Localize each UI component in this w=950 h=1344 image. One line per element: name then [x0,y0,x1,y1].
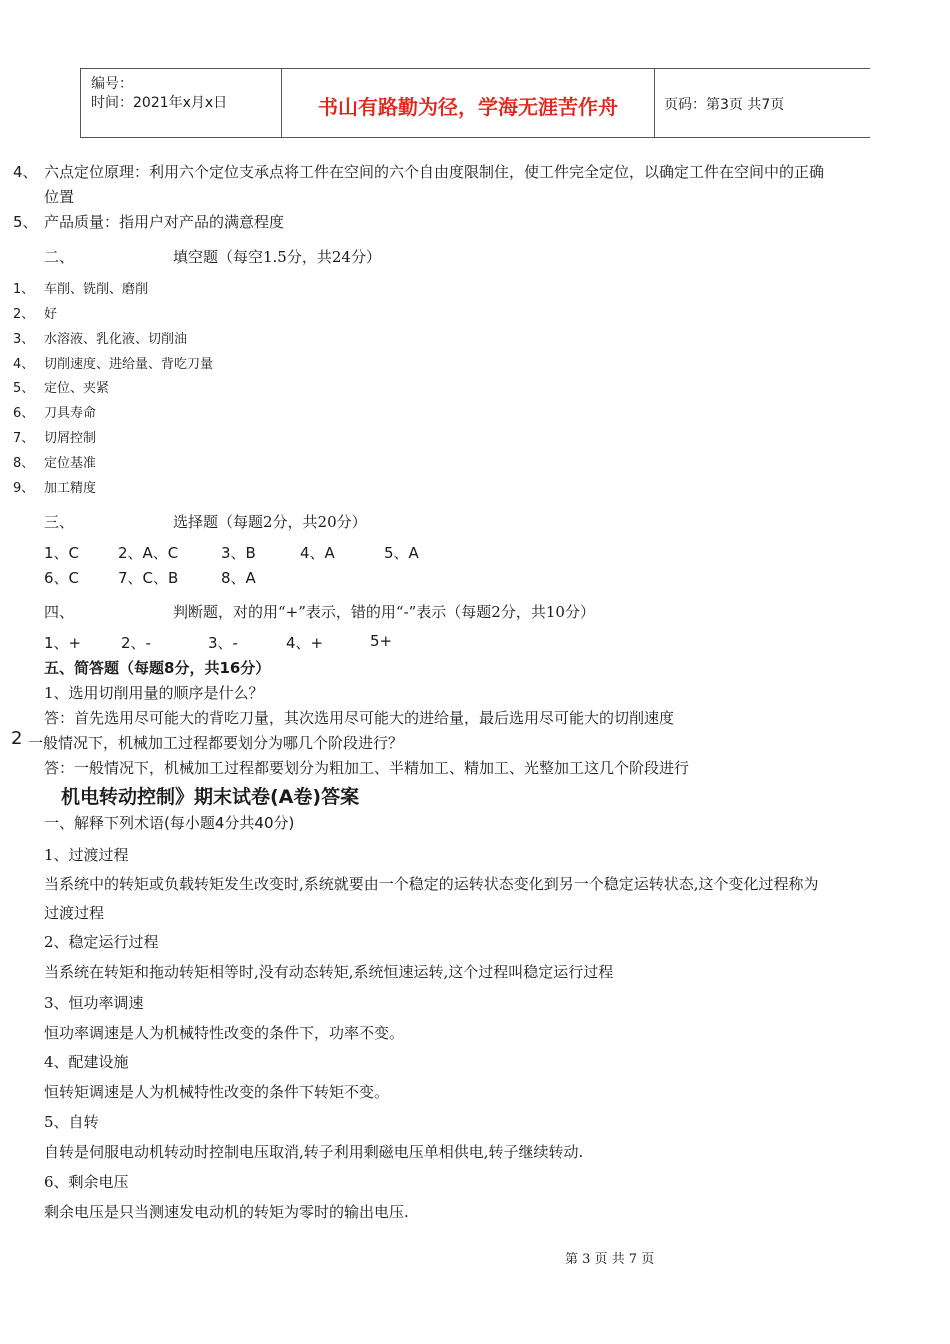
def-4-num: 4、 [13,163,38,181]
answer-5: 5、A [384,544,419,562]
question-1: 1、选用切削用量的顺序是什么？ [44,684,264,702]
time-label: 时间：2021年x月x日 [91,95,228,111]
term-4-def: 恒转矩调速是人为机械特性改变的条件下转矩不变。 [44,1083,390,1101]
judge-2: 2、- [121,634,151,652]
answer-7: 7、C、B [118,569,179,587]
motto: 书山有路勤为径，学海无涯苦作舟 [318,95,618,119]
answer-1: 1、C [44,544,80,562]
term-1: 1、过渡过程 [44,846,129,864]
judge-3: 3、- [208,634,238,652]
judge-1: 1、+ [44,634,82,652]
list-item-num: 3、 [13,332,35,347]
section2-title: 填空题（每空1.5分，共24分） [173,248,381,266]
term-3-def: 恒功率调速是人为机械特性改变的条件下，功率不变。 [44,1024,405,1042]
exam2-section1-title: 一、解释下列术语(每小题4分共40分) [44,814,295,832]
def-5-line1: 产品质量：指用户对产品的满意程度 [44,213,285,231]
header-right-cell [654,69,870,137]
list-item-num: 2、 [13,307,35,322]
list-item: 好 [44,307,58,322]
term-1-def-cont: 过渡过程 [44,904,105,922]
list-item-num: 1、 [13,282,35,297]
def-4-line2: 位置 [44,188,75,206]
list-item-num: 4、 [13,357,35,372]
list-item-num: 8、 [13,456,35,471]
term-4: 4、配建设施 [44,1053,129,1071]
term-6-def: 剩余电压是只当测速发电动机的转矩为零时的输出电压. [44,1203,409,1221]
answer-3: 3、B [221,544,256,562]
section4-title: 判断题，对的用“+”表示，错的用“-”表示（每题2分，共10分） [173,603,595,621]
def-4-line1: 六点定位原理：利用六个定位支承点将工件在空间的六个自由度限制住，使工件完全定位，以确定工件在空间中的正确 [44,163,825,181]
list-item-num: 5、 [13,381,35,396]
judge-5: 5+ [370,632,393,650]
header-left-cell [80,69,282,137]
section4-num: 四、 [44,603,75,621]
term-6: 6、剩余电压 [44,1173,129,1191]
list-item: 切削速度、进给量、背吃刀量 [44,357,214,372]
list-item: 定位基准 [44,456,97,471]
answer-2: 2、A、C [118,544,179,562]
section2-num: 二、 [44,248,75,266]
def-5-num: 5、 [13,213,38,231]
list-item-num: 9、 [13,481,35,496]
serial-label: 编号： [91,76,133,92]
answer-6: 6、C [44,569,80,587]
answer-q1: 答：首先选用尽可能大的背吃刀量，其次选用尽可能大的进给量，最后选用尽可能大的切削速度 [44,709,675,727]
section3-title: 选择题（每题2分，共20分） [173,513,367,531]
list-item-num: 6、 [13,406,35,421]
judge-4: 4、+ [286,634,324,652]
term-3: 3、恒功率调速 [44,994,144,1012]
header-center-cell [281,69,655,137]
term-2-def: 当系统在转矩和拖动转矩相等时,没有动态转矩,系统恒速运转,这个过程叫稳定运行过程 [44,963,614,981]
list-item: 车削、铣削、磨削 [44,282,149,297]
section3-num: 三、 [44,513,75,531]
header-table [80,68,870,138]
exam2-title: 机电转动控制》期末试卷(A卷)答案 [61,786,360,808]
list-item-num: 7、 [13,431,35,446]
page-footer: 第 3 页 共 7 页 [565,1252,655,1267]
term-5-def: 自转是伺服电动机转动时控制电压取消,转子利用剩磁电压单相供电,转子继续转动. [44,1143,584,1161]
term-5: 5、自转 [44,1113,99,1131]
answer-4: 4、A [300,544,335,562]
list-item: 刀具寿命 [44,406,97,421]
question-2: 一般情况下，机械加工过程都要划分为哪几个阶段进行？ [28,734,404,752]
answer-q2: 答：一般情况下，机械加工过程都要划分为粗加工、半精加工、精加工、光整加工这几个阶段进行 [44,759,690,777]
section5-title: 五、简答题（每题8分，共16分） [44,659,271,677]
answer-8: 8、A [221,569,256,587]
term-1-def: 当系统中的转矩或负载转矩发生改变时,系统就要由一个稳定的运转状态变化到另一个稳定运转状态,这个变化过程称为 [44,875,819,893]
question-2-num: 2 [11,728,23,749]
list-item: 定位、夹紧 [44,381,110,396]
list-item: 切屑控制 [44,431,97,446]
term-2: 2、稳定运行过程 [44,933,159,951]
page-label: 页码：第3页 共7页 [664,97,785,113]
list-item: 水溶液、乳化液、切削油 [44,332,188,347]
list-item: 加工精度 [44,481,97,496]
